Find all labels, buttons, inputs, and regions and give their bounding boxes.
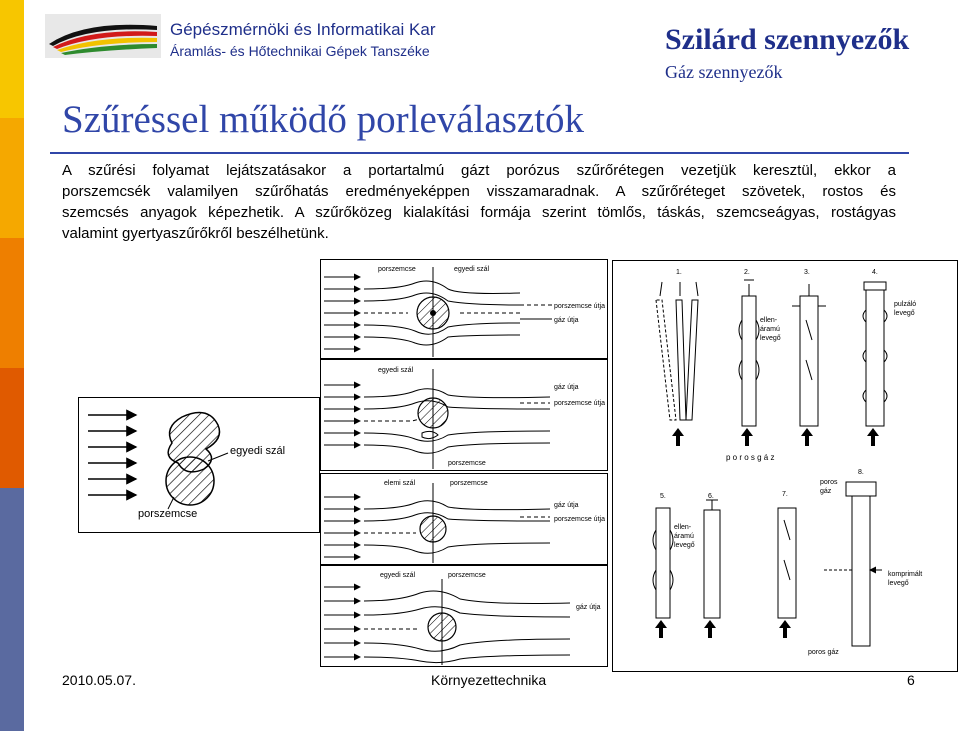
label: porszemcse <box>450 480 488 487</box>
paragraph-line: valamint gyertyaszűrőkről beszélhetünk. <box>62 225 329 242</box>
label: porszemcse útja <box>554 400 605 407</box>
label: 6. <box>708 493 714 500</box>
label: levegő <box>888 580 909 587</box>
paragraph-line: A szűrési folyamat lejátszatásakor a portartalmú gázt porózus szűrőrétegen vezetjük keresztül, ekkor a <box>62 162 896 179</box>
label: poros <box>820 479 838 486</box>
footer-page-number: 6 <box>907 672 915 688</box>
label: gáz <box>820 488 832 495</box>
body-paragraph <box>62 160 896 244</box>
label: áramú <box>760 326 780 333</box>
label: 7. <box>782 491 788 498</box>
label: gáz útja <box>554 384 579 391</box>
flow-panel-1 <box>321 260 608 359</box>
page-title: Szűréssel működő porleválasztók <box>62 98 585 141</box>
label: poros gáz <box>808 649 839 656</box>
label: ellen- <box>760 317 778 324</box>
label: 1. <box>676 269 682 276</box>
paragraph-line: porszemcsék valamilyen szűrőhatás eredményeképpen visszamaradnak. A szűrőréteget szövetek, rostos és <box>62 183 896 200</box>
stripe-red-orange <box>0 368 24 488</box>
flow-panel-2 <box>321 360 608 471</box>
flow-mechanisms-figure <box>320 259 610 669</box>
paragraph-line: szemcsés anyagok képezhetik. A szűrőközeg kialakítási formája szerint tömlős, táskás, szemcseágyas, rostágyas <box>62 204 896 221</box>
label: pulzáló <box>894 301 917 308</box>
label: egyedi szál <box>380 572 416 579</box>
label: 4. <box>872 269 878 276</box>
section-subtitle: Gáz szennyezők <box>665 62 783 82</box>
fiber-particle-figure <box>78 397 320 533</box>
label: porszemcse útja <box>554 303 605 310</box>
label: ellen- <box>674 524 692 531</box>
sidebar-stripe <box>0 0 24 731</box>
label: porszemcse <box>448 460 486 467</box>
label: 8. <box>858 469 864 476</box>
label: egyedi szál <box>454 266 490 273</box>
section-title: Szilárd szennyezők <box>665 23 910 56</box>
label: porszemcse <box>378 266 416 273</box>
flow-panel-4 <box>321 566 608 667</box>
label: 3. <box>804 269 810 276</box>
label: 2. <box>744 269 750 276</box>
label: levegő <box>674 542 695 549</box>
label: porszemcse útja <box>554 516 605 523</box>
flow-panel-3 <box>321 474 608 565</box>
label: egyedi szál <box>378 367 414 374</box>
label: komprimált <box>888 571 923 578</box>
label: gáz útja <box>554 502 579 509</box>
stripe-orange <box>0 238 24 368</box>
footer-course: Környezettechnika <box>431 672 547 688</box>
stripe-amber <box>0 118 24 238</box>
title-divider <box>50 152 909 154</box>
stripe-blue <box>0 488 24 731</box>
label: gáz útja <box>576 604 601 611</box>
filter-types-figure <box>612 260 958 672</box>
label: p o r o s g á z <box>726 453 775 462</box>
university-name: Gépészmérnöki és Informatikai Kar <box>170 20 436 39</box>
stripe-yellow <box>0 0 24 118</box>
university-logo-icon <box>45 14 161 58</box>
label: áramú <box>674 533 694 540</box>
department-name: Áramlás- és Hőtechnikai Gépek Tanszéke <box>170 43 430 59</box>
label: gáz útja <box>554 317 579 324</box>
label-fiber: egyedi szál <box>230 445 286 457</box>
label: porszemcse <box>448 572 486 579</box>
label-particle: porszemcse <box>138 508 198 520</box>
label: elemi szál <box>384 480 416 487</box>
label: levegő <box>760 335 781 342</box>
footer-date: 2010.05.07. <box>62 672 136 688</box>
label: levegő <box>894 310 915 317</box>
label: 5. <box>660 493 666 500</box>
